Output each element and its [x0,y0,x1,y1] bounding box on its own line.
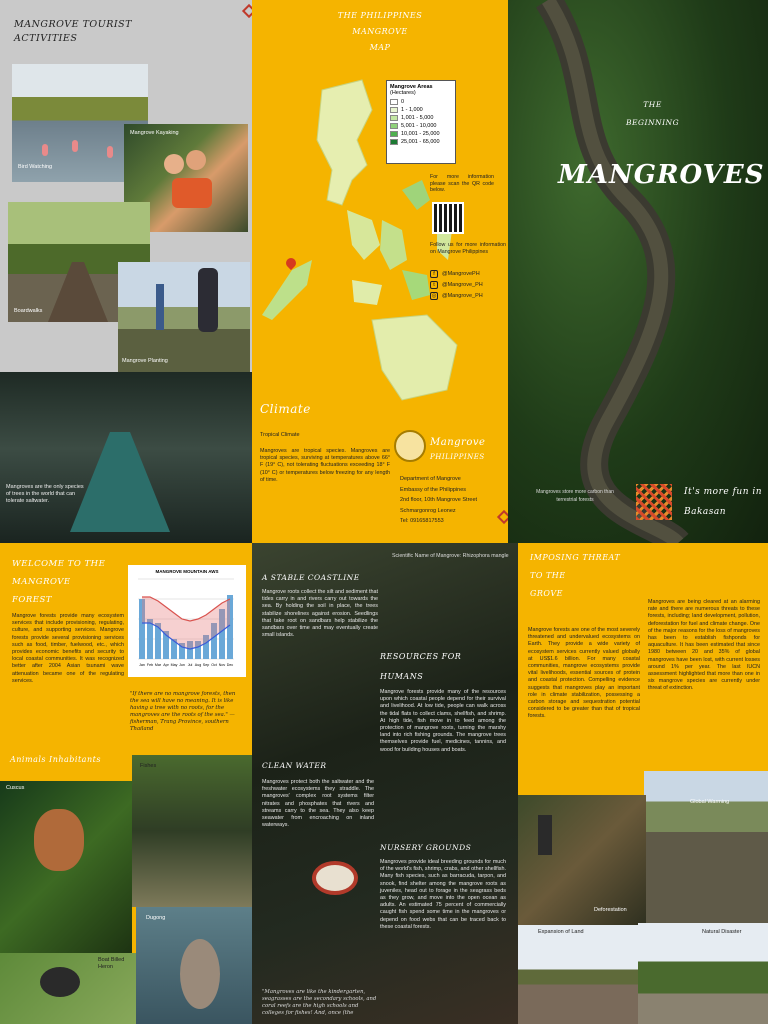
threat-left-body: Mangrove forests are one of the most severely threatened and undervalued ecosystems on Earth. They provide a wide variety of ecosystem services currently valued globally at US$1.6 billion. For many coastal communities, mangrove ecosystems provide vital livelihoods, essential sources of protein and coastal protection. Compelling evidence suggests that mangroves play an important role in climate stabilization, possessing a carbon storage and sequestration potential considered to be greater than that of tropical forests. [528,627,640,720]
legend-swatch [390,115,398,121]
planting-photo [118,262,250,374]
climate-body: Mangroves are tropical species. Mangroves are tropical species, surviving at temperatures above 66° F (19° C), not tolerating fluctuations exceeding 18° F (10° C) or temperatures below freezing for any length of time. [260,448,390,483]
title-line-2: ACTIVITIES [14,33,78,44]
woven-logo-icon [636,484,672,520]
social-link[interactable] [430,268,506,279]
carbon-fact: Mangroves store more carbon than terrestrial forests [536,489,614,503]
panel-tourist-activities [0,0,252,543]
legend-item [390,106,452,114]
legend-label: 1 - 1,000 [401,107,423,113]
legend-item [390,138,452,146]
welcome-body: Mangrove forests provide many ecosystem services that include provisioning, regulating, culture, and supporting services. Mangrove forests provide several provisioning services such as food, timber, fuelwood, etc., which provides economic benefits and security to local coastal communities. It was recognized better after 2004 Asian tsunami wave attenuation became one of the regulating services. [12,613,124,684]
qr-instruction: For more information please scan the QR code below. [430,174,494,193]
map-title-1: THE PHILIPPINES [337,11,423,20]
disaster-photo [638,923,768,1024]
expansion-photo [518,925,638,1024]
twitter-icon: t [430,281,438,289]
climate-subheading: Tropical Climate [260,432,300,438]
panel-cover [508,0,768,543]
slogan-line-1: It's more fun in [684,487,763,497]
legend-title: Mangrove Areas [390,84,433,90]
threat-heading-1: IMPOSING THREAT [530,553,621,562]
legend-swatch [390,131,398,137]
follow-text: Follow us for more information on Mangrove Philippines [430,242,506,255]
social-link[interactable] [430,290,506,301]
climate-heading: Climate [260,402,311,416]
panel-threats [518,543,768,1024]
contact-line: Department of Mangrove [400,476,461,482]
panel-welcome [0,543,252,1024]
chart-tick-label: Oct [211,663,217,667]
kindergarten-quote: "Mangroves are like the kindergarten, seagrasses are the secondary schools, and coral reefs are the high schools and colleges for fishes! And, once (the [262,989,377,1016]
fisherman-quote: "If there are no mangrove forests, then the sea will have no meaning. It is like having a tree with no roots, for the mangroves are the roots of the sea." — fisherman, Trang Province, southern Thailand [130,691,236,732]
facebook-icon: f [430,270,438,278]
embassy-seal-icon [394,430,426,462]
social-link[interactable] [430,279,506,290]
caption-kayaking: Mangrove Kayaking [130,130,179,136]
legend-unit: (Hectares) [390,90,416,96]
crab-icon [312,861,358,895]
legend-label: 0 [401,99,405,105]
social-handle: @Mangrove_PH [442,292,483,299]
heron-photo [0,953,136,1024]
chart-tick-label: May [170,663,178,667]
chart-tick-label: Mar [154,663,162,667]
social-handle: @MangrovePH [442,270,480,277]
welcome-line-2: MANGROVE [12,577,71,587]
caption-global-warming: Global Warming [690,799,730,805]
org-name-2: PHILIPPINES [430,453,485,461]
cover-beginning: BEGINNING [626,118,680,127]
chart-tick-label: Jun [179,663,185,667]
legend-swatch [390,107,398,113]
caption-fishes: Fishes [140,763,157,769]
legend-item [390,98,452,106]
contact-line: Schmargonrog Leonez [400,507,456,514]
climate-chart [128,565,246,677]
social-handle: @Mangrove_PH [442,281,483,288]
global-warming-photo [644,771,768,923]
scientific-name: Scientific Name of Mangrove: Rhizophora mangle [392,553,509,559]
clean-water-body: Mangroves protect both the saltwater and the freshwater ecosystems they straddle. The mangroves' complex root systems filter nitrates and phosphates that rivers and streams carry to the sea. They also keep seawater from encroaching on inland waterways. [262,779,374,829]
org-name-1: Mangrove [430,437,486,448]
cuscus-photo [0,781,132,953]
legend-item [390,114,452,122]
chart-tick-label: Apr [163,663,169,667]
slogan-line-2: Bakasan [684,507,727,517]
title-line-1: MANGROVE TOURIST [14,19,132,30]
fishes-photo [132,755,252,907]
clean-water-heading: CLEAN WATER [262,761,327,770]
nursery-heading: NURSERY GROUNDS [380,843,472,852]
resources-body: Mangrove forests provide many of the resources upon which coastal people depend for their survival and livelihood. At low tide, people can walk across the tidal flats to collect clams, shellfish, and shrimp. At high tide, fish move in to feed among the protection of mangrove roots, turning the marshy land into rich fishing grounds. The mangrove trees themselves provide fuel, medicines, tannins, and wood for building houses and boats. [380,689,506,753]
chart-tick-label: Feb [146,663,154,667]
legend-item [390,130,452,138]
caption-bird-watching: Bird Watching [18,164,53,170]
threat-right-body: Mangroves are being cleared at an alarming rate and there are numerous threats to these forests, including; land development, pollution, deforestation for fuel and climate change. One of the major reasons for the loss of mangroves has been to establish fishponds for aquaculture. It has been estimated that since 1980 between 20 and 35% of global mangroves have been lost, with current losses around 1% per year. The last IUCN assessment highlighted that more than one in six mangrove species are currently under threat of extinction. [648,599,760,692]
resources-heading-2: HUMANS [380,672,424,681]
cover-title: MANGROVES [558,160,765,190]
boat-photo [0,372,252,543]
dugong-photo [136,907,252,1024]
welcome-line-1: WELCOME TO THE [12,559,106,569]
caption-heron: Boat Billed Heron [98,957,125,970]
chart-tick-label: Nov [218,663,226,667]
caption-saltwater: Mangroves are the only species of trees in the world that can tolerate saltwater. [6,484,84,504]
map-title-3: MAP [369,43,391,52]
legend-label: 1,001 - 5,000 [401,115,434,121]
legend-swatch [390,99,398,105]
legend-label: 5,001 - 10,000 [401,123,437,129]
legend-label: 25,001 - 65,000 [401,139,440,145]
threat-heading-3: GROVE [530,589,563,598]
ornament-icon [242,4,252,18]
welcome-line-3: FOREST [12,595,52,605]
coast-heading: A STABLE COASTLINE [262,573,360,582]
chart-title: MANGROVE MOUNTAIN AWS [155,569,219,574]
cover-the: THE [643,100,662,109]
resources-heading-1: RESOURCES FOR [380,652,462,661]
caption-cuscus: Cuscus [6,785,25,791]
qr-code[interactable] [432,202,464,234]
caption-planting: Mangrove Planting [122,358,168,364]
legend-swatch [390,139,398,145]
chart-tick-label: Sep [202,663,210,667]
legend-swatch [390,123,398,129]
river-graphic [508,0,768,543]
panel-map [252,0,508,543]
animals-heading: Animals Inhabitants [10,755,101,764]
contact-line: 2nd floor, 10th Mangrove Street [400,497,478,503]
map-title-2: MANGROVE [352,27,408,36]
threat-heading-2: TO THE [530,571,566,580]
chart-tick-label: Jan [139,663,145,667]
caption-dugong: Dugong [146,915,166,921]
nursery-body: Mangroves provide ideal breeding grounds for much of the world's fish, shrimp, crabs, and other shellfish. Many fish species, such as barracuda, tarpon, and snook, find shelter among the mangrove roots as juveniles, head out to forage in the seagrass beds as they grow, and move into the open ocean as adults. An estimated 75 percent of commercially caught fish spend some time in the mangroves or depend on food webs that can be traced back to these coastal forests. [380,859,506,930]
caption-deforestation: Deforestation [594,907,627,913]
contact-line: Embassy of the Philippines [400,486,467,493]
caption-expansion: Expansion of Land [538,929,584,935]
chart-bar [147,619,153,659]
coast-body: Mangrove roots collect the silt and sediment that tides carry in and rivers carry out towards the sea. By holding the soil in place, the trees stabilize shorelines against erosion. Seedlings that take root on sandbars help stabilize the sandbars over time and may eventually create small islands. [262,589,378,639]
legend-item [390,122,452,130]
instagram-icon: ◎ [431,292,437,299]
deforestation-photo [518,795,646,925]
caption-disaster: Natural Disaster [702,929,742,935]
chart-tick-label: Jul [187,663,193,667]
contact-line: Tel: 09165817553 [400,518,444,524]
legend-label: 10,001 - 25,000 [401,131,440,137]
map-legend [386,80,456,164]
chart-tick-label: Dec [226,663,234,667]
chart-tick-label: Aug [194,663,202,667]
caption-boardwalks: Boardwalks [14,308,43,314]
panel-benefits [252,543,518,1024]
